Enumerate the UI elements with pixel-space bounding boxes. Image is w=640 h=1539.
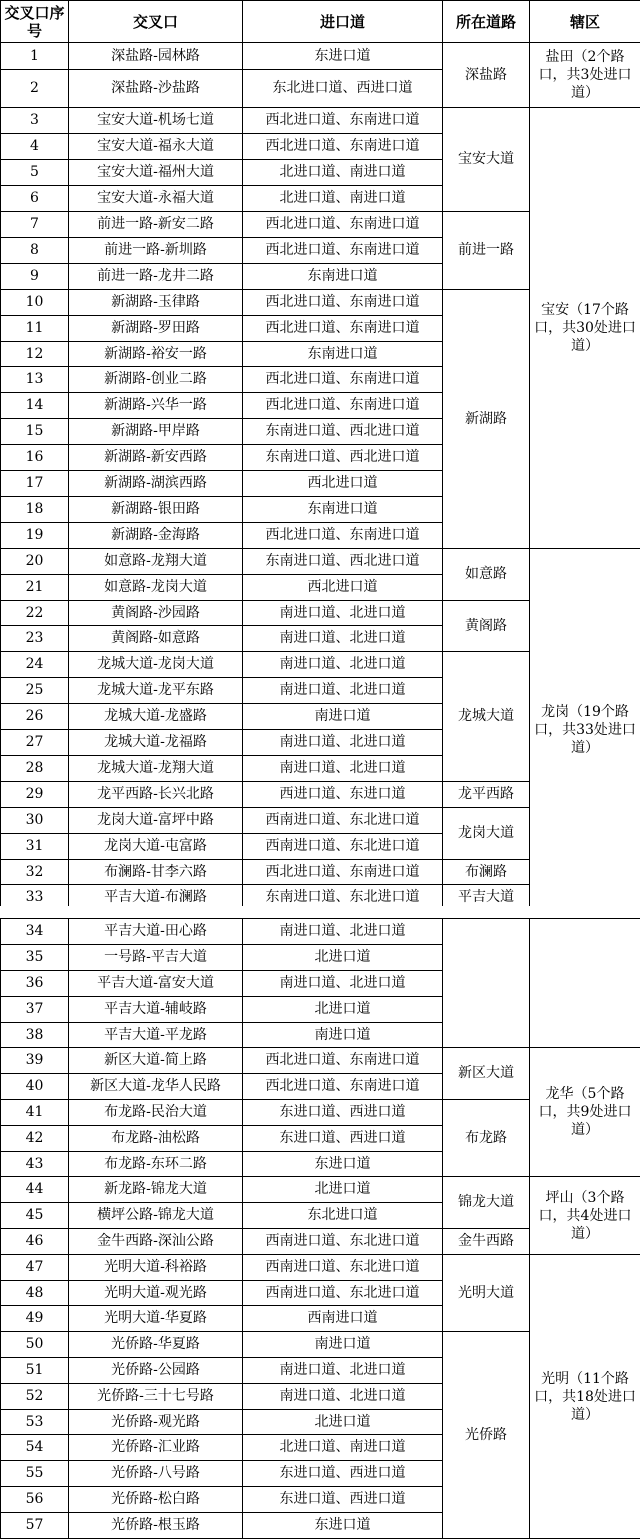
row-approach: 北进口道、南进口道	[243, 160, 443, 186]
table-row	[1, 1177, 640, 1203]
row-approach: 西北进口道、东南进口道	[243, 1074, 443, 1100]
header-district: 辖区	[530, 1, 640, 43]
row-intersection: 光明大道-华夏路	[69, 1306, 243, 1332]
road-name-cell: 布龙路	[443, 1100, 530, 1177]
row-approach: 西南进口道、东北进口道	[243, 1229, 443, 1255]
row-approach: 南进口道、北进口道	[243, 1358, 443, 1384]
row-approach: 北进口道	[243, 1410, 443, 1435]
table-row	[1, 549, 640, 575]
road-name-cell: 黄阁路	[443, 601, 530, 652]
row-intersection: 龙城大道-龙平东路	[69, 678, 243, 704]
road-name-cell: 布澜路	[443, 860, 530, 885]
row-approach: 北进口道	[243, 997, 443, 1023]
road-name-cell: 前进一路	[443, 212, 530, 290]
row-approach: 东南进口道、西北进口道	[243, 419, 443, 445]
row-approach: 南进口道、北进口道	[243, 756, 443, 782]
row-approach: 东进口道	[243, 43, 443, 70]
district-cell: 龙华（5个路口，共9处进口道）	[530, 1048, 640, 1177]
road-name-cell: 平吉大道	[443, 885, 530, 911]
row-index: 57	[1, 1513, 69, 1539]
row-intersection: 新龙路-锦龙大道	[69, 1177, 243, 1203]
row-index: 26	[1, 704, 69, 730]
row-intersection: 龙平西路-长兴北路	[69, 782, 243, 808]
row-intersection: 龙城大道-龙岗大道	[69, 652, 243, 678]
row-intersection: 如意路-龙岗大道	[69, 575, 243, 601]
row-index: 34	[1, 919, 69, 945]
row-index: 28	[1, 756, 69, 782]
row-index: 31	[1, 834, 69, 860]
row-intersection: 光侨路-三十七号路	[69, 1384, 243, 1410]
row-index: 4	[1, 134, 69, 160]
row-index: 50	[1, 1332, 69, 1358]
road-name-cell: 新湖路	[443, 290, 530, 549]
row-intersection: 平吉大道-辅岐路	[69, 997, 243, 1023]
row-intersection: 新区大道-龙华人民路	[69, 1074, 243, 1100]
row-approach: 南进口道	[243, 1332, 443, 1358]
table-row	[1, 1048, 640, 1074]
row-index: 32	[1, 860, 69, 885]
row-index: 52	[1, 1384, 69, 1410]
road-name-cell: 金牛西路	[443, 1229, 530, 1255]
row-intersection: 一号路-平吉大道	[69, 945, 243, 971]
row-index: 9	[1, 264, 69, 290]
row-index: 11	[1, 316, 69, 342]
row-approach: 南进口道、北进口道	[243, 601, 443, 626]
row-index: 18	[1, 497, 69, 523]
row-intersection: 龙城大道-龙翔大道	[69, 756, 243, 782]
row-index: 12	[1, 342, 69, 367]
row-approach: 西南进口道、东北进口道	[243, 808, 443, 834]
road-name-cell: 光侨路	[443, 1332, 530, 1539]
row-index: 48	[1, 1281, 69, 1306]
row-index: 8	[1, 238, 69, 264]
row-index: 54	[1, 1435, 69, 1461]
row-intersection: 平吉大道-田心路	[69, 919, 243, 945]
road-name-cell: 宝安大道	[443, 108, 530, 212]
row-intersection: 宝安大道-福永大道	[69, 134, 243, 160]
row-approach: 北进口道、南进口道	[243, 186, 443, 212]
district-cell: 盐田（2个路口，共3处进口道）	[530, 43, 640, 108]
row-approach: 东南进口道	[243, 264, 443, 290]
row-approach: 西北进口道、东南进口道	[243, 860, 443, 885]
row-index: 53	[1, 1410, 69, 1435]
row-intersection: 新湖路-创业二路	[69, 367, 243, 393]
row-approach: 东进口道、西进口道	[243, 1461, 443, 1487]
row-intersection: 新湖路-金海路	[69, 523, 243, 549]
row-index: 13	[1, 367, 69, 393]
row-approach: 东北进口道、西进口道	[243, 70, 443, 108]
header-approach: 进口道	[243, 1, 443, 43]
row-index: 36	[1, 971, 69, 997]
row-approach: 西南进口道、东北进口道	[243, 1281, 443, 1306]
row-intersection: 黄阁路-如意路	[69, 626, 243, 652]
table-page-gap	[0, 906, 640, 918]
road-name-cell	[443, 919, 530, 1048]
road-name-cell: 如意路	[443, 549, 530, 601]
row-approach: 南进口道、北进口道	[243, 678, 443, 704]
row-approach: 西北进口道、东南进口道	[243, 316, 443, 342]
row-intersection: 光侨路-华夏路	[69, 1332, 243, 1358]
row-intersection: 前进一路-新圳路	[69, 238, 243, 264]
row-index: 27	[1, 730, 69, 756]
row-index: 40	[1, 1074, 69, 1100]
row-approach: 西北进口道、东南进口道	[243, 523, 443, 549]
row-intersection: 深盐路-园林路	[69, 43, 243, 70]
row-intersection: 布澜路-甘李六路	[69, 860, 243, 885]
intersection-table-part2	[0, 918, 640, 1539]
row-approach: 东进口道、西进口道	[243, 1100, 443, 1126]
row-intersection: 龙岗大道-屯富路	[69, 834, 243, 860]
row-approach: 东进口道	[243, 1513, 443, 1539]
row-index: 22	[1, 601, 69, 626]
row-index: 15	[1, 419, 69, 445]
district-cell: 坪山（3个路口，共4处进口道）	[530, 1177, 640, 1255]
row-approach: 北进口道、南进口道	[243, 1435, 443, 1461]
row-intersection: 布龙路-油松路	[69, 1126, 243, 1152]
row-intersection: 黄阁路-沙园路	[69, 601, 243, 626]
table-row	[1, 1255, 640, 1281]
row-approach: 西北进口道、东南进口道	[243, 290, 443, 316]
table-row	[1, 108, 640, 134]
row-intersection: 光侨路-汇业路	[69, 1435, 243, 1461]
row-approach: 北进口道	[243, 945, 443, 971]
row-approach: 东南进口道、西北进口道	[243, 549, 443, 575]
row-index: 3	[1, 108, 69, 134]
row-intersection: 深盐路-沙盐路	[69, 70, 243, 108]
row-approach: 南进口道、北进口道	[243, 730, 443, 756]
row-intersection: 光侨路-根玉路	[69, 1513, 243, 1539]
row-intersection: 新区大道-简上路	[69, 1048, 243, 1074]
row-approach: 西北进口道、东南进口道	[243, 108, 443, 134]
row-approach: 西进口道、东进口道	[243, 782, 443, 808]
row-approach: 南进口道、北进口道	[243, 652, 443, 678]
row-index: 21	[1, 575, 69, 601]
row-intersection: 如意路-龙翔大道	[69, 549, 243, 575]
row-index: 7	[1, 212, 69, 238]
row-approach: 南进口道	[243, 704, 443, 730]
row-intersection: 新湖路-新安西路	[69, 445, 243, 471]
row-index: 30	[1, 808, 69, 834]
row-intersection: 龙城大道-龙福路	[69, 730, 243, 756]
row-index: 49	[1, 1306, 69, 1332]
row-intersection: 新湖路-银田路	[69, 497, 243, 523]
row-index: 1	[1, 43, 69, 70]
row-approach: 南进口道、北进口道	[243, 626, 443, 652]
row-index: 51	[1, 1358, 69, 1384]
row-intersection: 龙岗大道-富坪中路	[69, 808, 243, 834]
road-name-cell: 深盐路	[443, 43, 530, 108]
row-index: 39	[1, 1048, 69, 1074]
district-cell: 龙岗（19个路口，共33处进口道）	[530, 549, 640, 911]
row-approach: 东北进口道	[243, 1203, 443, 1229]
row-index: 46	[1, 1229, 69, 1255]
row-index: 29	[1, 782, 69, 808]
row-approach: 南进口道、北进口道	[243, 971, 443, 997]
row-approach: 东南进口道	[243, 497, 443, 523]
row-approach: 西北进口道、东南进口道	[243, 1048, 443, 1074]
row-intersection: 布龙路-民治大道	[69, 1100, 243, 1126]
row-approach: 东南进口道	[243, 342, 443, 367]
row-index: 24	[1, 652, 69, 678]
row-approach: 东进口道、西进口道	[243, 1126, 443, 1152]
row-intersection: 横坪公路-锦龙大道	[69, 1203, 243, 1229]
row-index: 20	[1, 549, 69, 575]
row-intersection: 金牛西路-深汕公路	[69, 1229, 243, 1255]
row-index: 45	[1, 1203, 69, 1229]
row-approach: 西北进口道、东南进口道	[243, 393, 443, 419]
row-index: 14	[1, 393, 69, 419]
row-intersection: 平吉大道-布澜路	[69, 885, 243, 911]
row-approach: 南进口道、北进口道	[243, 1384, 443, 1410]
row-intersection: 平吉大道-平龙路	[69, 1023, 243, 1048]
row-intersection: 新湖路-玉律路	[69, 290, 243, 316]
row-approach: 西北进口道、东南进口道	[243, 238, 443, 264]
district-cell	[530, 919, 640, 1048]
row-approach: 南进口道	[243, 1023, 443, 1048]
row-index: 47	[1, 1255, 69, 1281]
row-approach: 西南进口道、东北进口道	[243, 834, 443, 860]
road-name-cell: 龙岗大道	[443, 808, 530, 860]
row-intersection: 平吉大道-富安大道	[69, 971, 243, 997]
row-index: 19	[1, 523, 69, 549]
district-cell: 光明（11个路口，共18处进口道）	[530, 1255, 640, 1539]
row-intersection: 新湖路-甲岸路	[69, 419, 243, 445]
row-approach: 东进口道、西进口道	[243, 1487, 443, 1513]
row-intersection: 新湖路-罗田路	[69, 316, 243, 342]
row-approach: 西南进口道、东北进口道	[243, 1255, 443, 1281]
row-intersection: 宝安大道-福州大道	[69, 160, 243, 186]
row-index: 23	[1, 626, 69, 652]
row-intersection: 光侨路-公园路	[69, 1358, 243, 1384]
row-approach: 西南进口道	[243, 1306, 443, 1332]
row-intersection: 新湖路-湖滨西路	[69, 471, 243, 497]
row-approach: 东南进口道、西北进口道	[243, 445, 443, 471]
row-intersection: 光明大道-观光路	[69, 1281, 243, 1306]
row-index: 5	[1, 160, 69, 186]
road-name-cell: 龙平西路	[443, 782, 530, 808]
row-index: 2	[1, 70, 69, 108]
row-index: 38	[1, 1023, 69, 1048]
row-approach: 西北进口道、东南进口道	[243, 212, 443, 238]
row-approach: 西北进口道	[243, 575, 443, 601]
row-index: 25	[1, 678, 69, 704]
road-name-cell: 锦龙大道	[443, 1177, 530, 1229]
row-intersection: 前进一路-龙井二路	[69, 264, 243, 290]
row-index: 33	[1, 885, 69, 911]
table-row	[1, 43, 640, 70]
road-name-cell: 龙城大道	[443, 652, 530, 782]
row-intersection: 龙城大道-龙盛路	[69, 704, 243, 730]
row-approach: 北进口道	[243, 1177, 443, 1203]
district-cell: 宝安（17个路口，共30处进口道）	[530, 108, 640, 549]
header-intersection: 交叉口	[69, 1, 243, 43]
row-approach: 南进口道、北进口道	[243, 919, 443, 945]
table-header-row	[1, 1, 640, 43]
row-index: 41	[1, 1100, 69, 1126]
header-index: 交叉口序号	[1, 1, 69, 43]
row-index: 55	[1, 1461, 69, 1487]
row-index: 10	[1, 290, 69, 316]
row-intersection: 新湖路-裕安一路	[69, 342, 243, 367]
road-name-cell: 新区大道	[443, 1048, 530, 1100]
row-index: 16	[1, 445, 69, 471]
row-intersection: 布龙路-东环二路	[69, 1152, 243, 1177]
row-approach: 东进口道	[243, 1152, 443, 1177]
row-intersection: 宝安大道-永福大道	[69, 186, 243, 212]
row-index: 35	[1, 945, 69, 971]
row-intersection: 光侨路-观光路	[69, 1410, 243, 1435]
row-index: 37	[1, 997, 69, 1023]
row-intersection: 新湖路-兴华一路	[69, 393, 243, 419]
row-intersection: 光侨路-八号路	[69, 1461, 243, 1487]
row-approach: 西北进口道、东南进口道	[243, 134, 443, 160]
row-index: 43	[1, 1152, 69, 1177]
row-intersection: 前进一路-新安二路	[69, 212, 243, 238]
row-approach: 西北进口道、东南进口道	[243, 367, 443, 393]
row-index: 42	[1, 1126, 69, 1152]
row-intersection: 宝安大道-机场七道	[69, 108, 243, 134]
row-approach: 东南进口道、东北进口道	[243, 885, 443, 911]
row-index: 56	[1, 1487, 69, 1513]
row-intersection: 光侨路-松白路	[69, 1487, 243, 1513]
table-row	[1, 919, 640, 945]
row-index: 6	[1, 186, 69, 212]
road-name-cell: 光明大道	[443, 1255, 530, 1332]
header-road: 所在道路	[443, 1, 530, 43]
row-index: 44	[1, 1177, 69, 1203]
row-approach: 西北进口道	[243, 471, 443, 497]
row-intersection: 光明大道-科裕路	[69, 1255, 243, 1281]
row-index: 17	[1, 471, 69, 497]
